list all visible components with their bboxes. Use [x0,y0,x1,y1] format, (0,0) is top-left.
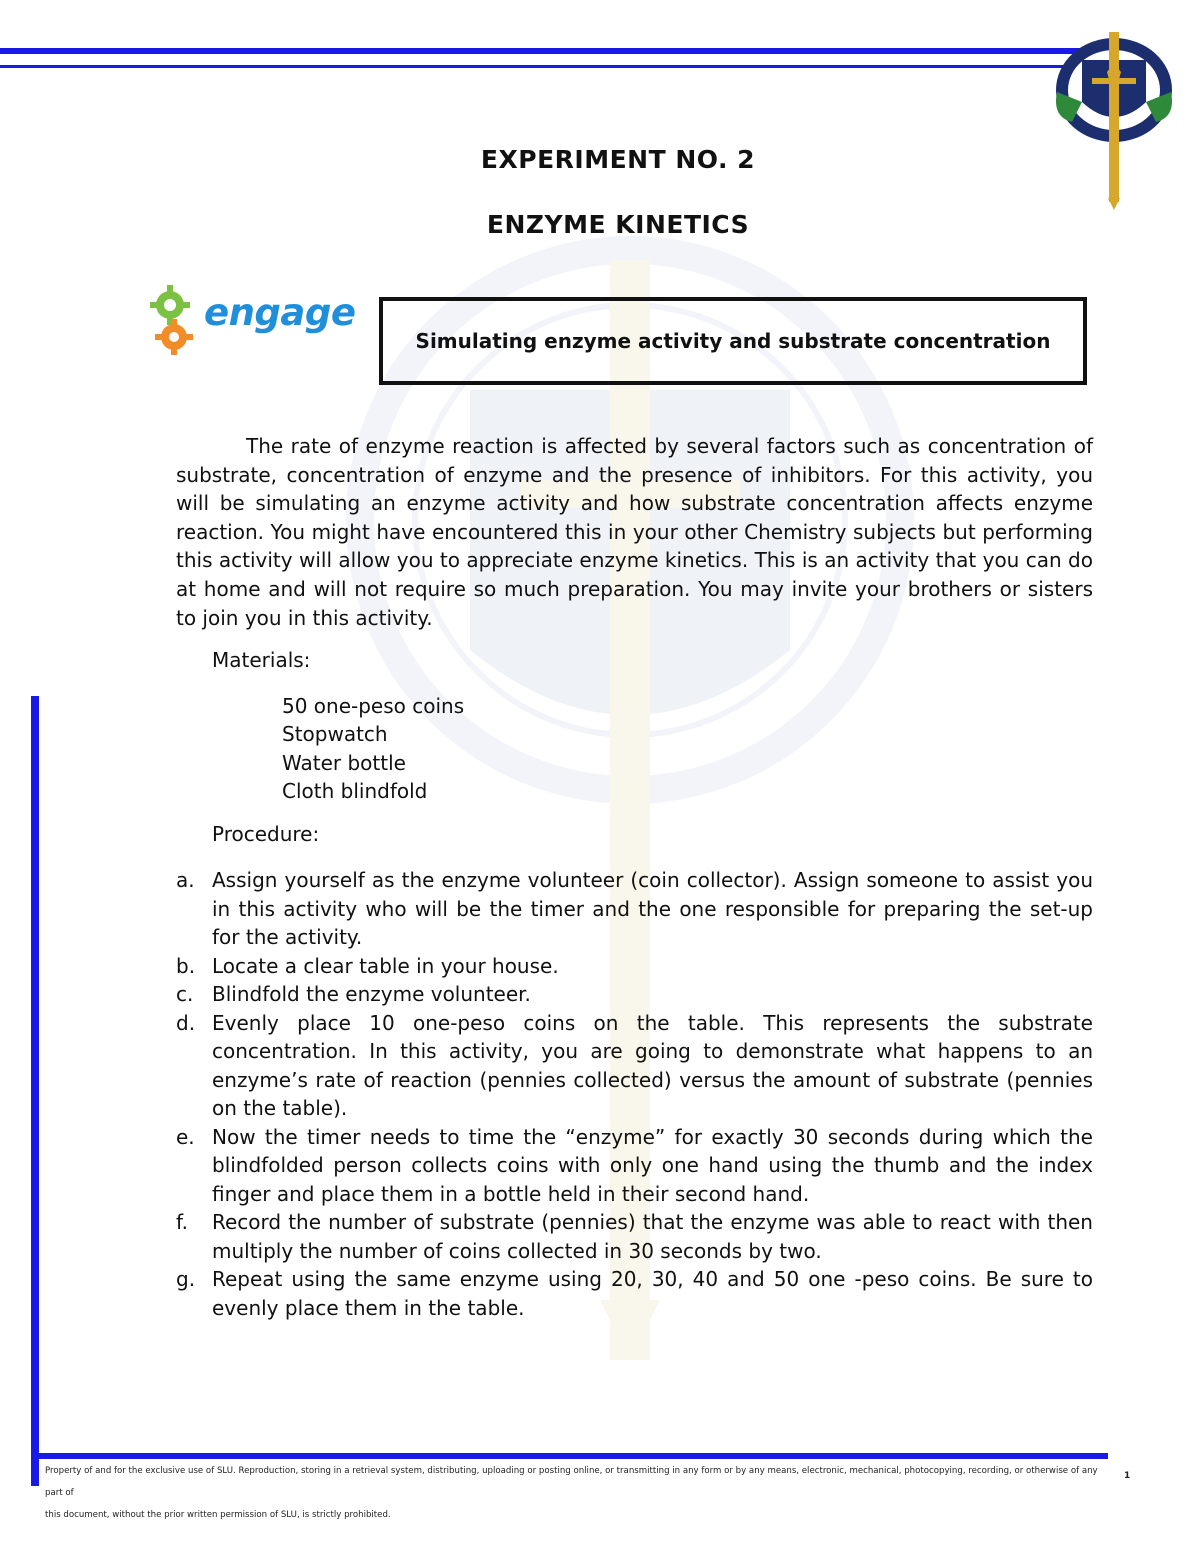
step-letter: c. [176,982,194,1006]
footer-rule [31,1453,1108,1459]
activity-title: Simulating enzyme activity and substrate concentration [415,329,1051,353]
intro-paragraph [176,432,1093,632]
copyright-line: Property of and for the exclusive use of SLU. Reproduction, storing in a retrieval system, distributing, uploading or posting online, or transmitting in any form or by any means, electronic, mechanical, photocopying, recording, or otherwise of any part of [45,1466,1098,1498]
procedure-step [176,1265,1093,1322]
activity-title-box [379,297,1087,385]
engage-logo [148,285,378,357]
gears-icon [148,285,208,357]
step-text: Blindfold the enzyme volunteer. [212,982,531,1006]
step-letter: e. [176,1124,195,1149]
procedure-step [176,1009,1093,1123]
procedure-steps [176,866,1093,1322]
copyright-notice [45,1460,1113,1526]
step-text: Locate a clear table in your house. [212,953,559,978]
left-margin-rule [31,696,39,1486]
page-subtitle: ENZYME KINETICS [486,210,750,239]
page-number: 1 [1124,1471,1131,1481]
step-text: Evenly place 10 one-peso coins on the table. This represents the substrate concentration. In this activity, you are going to demonstrate what happens to an enzyme’s rate of reaction (pennies collected) versus the amount of substrate (pennies on the table). [212,1010,1093,1120]
procedure-step [176,866,1093,952]
step-text: Now the timer needs to time the “enzyme” for exactly 30 seconds during which the blindfolded person collects coins with only one hand using the thumb and the index finger and place them in a bottle held in their second hand. [212,1124,1093,1206]
procedure-step [176,1123,1093,1209]
materials-label: Materials: [212,648,311,672]
header-rule-thin [0,65,1070,68]
engage-logo-text: engage [204,291,356,334]
header-rule-thick [0,48,1090,54]
step-text: Record the number of substrate (pennies) that the enzyme was able to react with then multiply the number of coins collected in 30 seconds by two. [212,1210,1093,1263]
procedure-label: Procedure: [212,822,320,846]
materials-list [282,692,464,805]
step-letter: d. [176,1010,196,1035]
step-text: Repeat using the same enzyme using 20, 30, 40 and 50 one -peso coins. Be sure to evenly place them in the table. [212,1267,1093,1320]
page-title: EXPERIMENT NO. 2 [480,145,756,174]
step-text: Assign yourself as the enzyme volunteer (coin collector). Assign someone to assist you in this activity who will be the timer and the one responsible for preparing the set-up for the activity. [212,868,1093,949]
step-letter: b. [176,953,196,978]
step-letter: g. [176,1267,196,1291]
university-seal-icon [1052,22,1182,212]
material-item: 50 one-peso coins [282,694,465,718]
step-letter: f. [176,1210,188,1234]
procedure-step [176,952,1093,981]
procedure-step [176,980,1093,1009]
intro-text: The rate of enzyme reaction is affected by several factors such as concentration of substrate, concentration of enzyme and the presence of inhibitors. For this activity, you will be simulating an enzyme activity and how substrate concentration affects enzyme reaction. You might have encountered this in your other Chemistry subjects but performing this activity will allow you to appreciate enzyme kinetics. This is an activity that you can do at home and will not require so much preparation. You may invite your brothers or sisters to join you in this activity. [176,434,1093,630]
material-item: Stopwatch [282,722,388,747]
material-item: Water bottle [282,750,406,775]
step-letter: a. [176,868,195,892]
material-item: Cloth blindfold [282,778,428,803]
copyright-line: this document, without the prior written permission of SLU, is strictly prohibited. [45,1510,391,1520]
procedure-step [176,1208,1093,1265]
